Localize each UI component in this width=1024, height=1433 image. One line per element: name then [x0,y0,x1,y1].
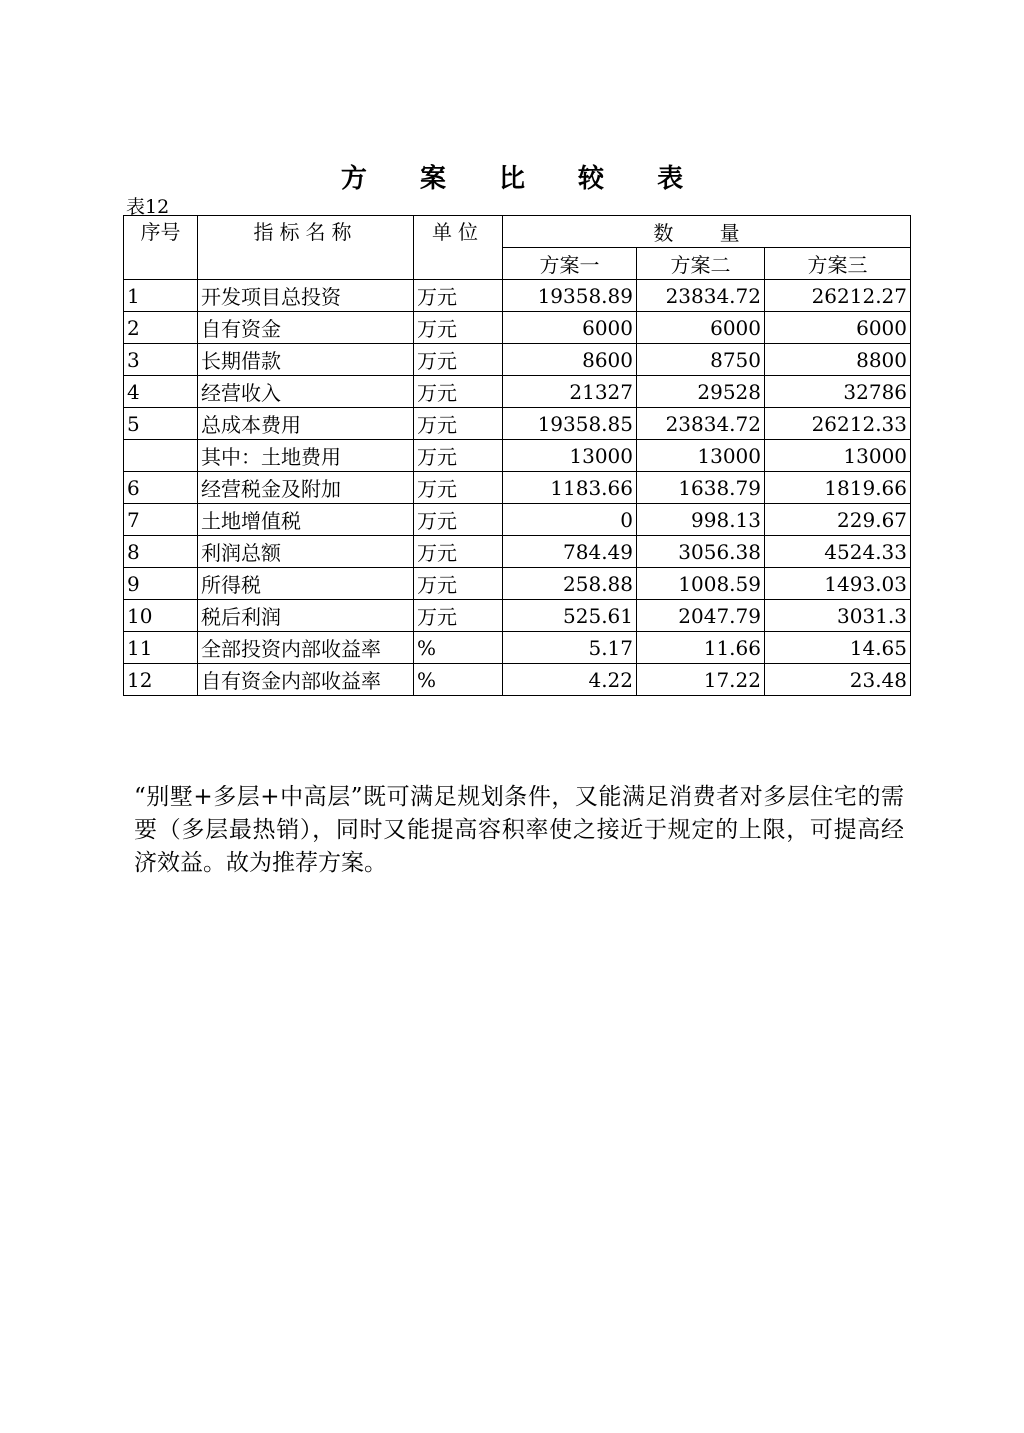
row-plan-1-value: 13000 [503,440,637,472]
header-indicator-name: 指标名称 [198,216,414,280]
row-seq: 8 [124,536,198,568]
row-unit: 万元 [414,312,503,344]
row-unit: 万元 [414,280,503,312]
row-unit: 万元 [414,344,503,376]
row-plan-1-value: 1183.66 [503,472,637,504]
row-plan-2-value: 1008.59 [637,568,765,600]
row-unit: % [414,664,503,696]
row-indicator-name: 经营收入 [198,376,414,408]
row-unit: 万元 [414,472,503,504]
row-plan-3-value: 6000 [765,312,911,344]
row-plan-3-value: 32786 [765,376,911,408]
row-unit: 万元 [414,568,503,600]
page-title: 方 案 比 较 表 [340,164,706,194]
table-row [124,536,911,568]
row-seq: 1 [124,280,198,312]
row-plan-1-value: 0 [503,504,637,536]
recommendation-paragraph: “别墅+多层+中高层”既可满足规划条件，又能满足消费者对多层住宅的需要（多层最热销），同时又能提高容积率使之接近于规定的上限，可提高经济效益。故为推荐方案。 [134,784,904,876]
comparison-table [123,215,911,696]
row-plan-3-value: 8800 [765,344,911,376]
row-plan-2-value: 17.22 [637,664,765,696]
table-row [124,632,911,664]
row-indicator-name: 其中：土地费用 [198,440,414,472]
table-row [124,600,911,632]
row-seq: 5 [124,408,198,440]
row-seq: 3 [124,344,198,376]
row-indicator-name: 土地增值税 [198,504,414,536]
row-seq: 12 [124,664,198,696]
header-seq: 序号 [124,216,198,280]
table-row [124,664,911,696]
row-plan-2-value: 8750 [637,344,765,376]
row-unit: % [414,632,503,664]
row-indicator-name: 开发项目总投资 [198,280,414,312]
row-seq: 10 [124,600,198,632]
header-plan-3: 方案三 [765,248,911,280]
table-number-label: 表12 [126,196,170,218]
row-indicator-name: 自有资金内部收益率 [198,664,414,696]
row-plan-1-value: 19358.89 [503,280,637,312]
row-plan-2-value: 1638.79 [637,472,765,504]
row-indicator-name: 税后利润 [198,600,414,632]
row-plan-2-value: 2047.79 [637,600,765,632]
row-plan-3-value: 14.65 [765,632,911,664]
header-plan-2: 方案二 [637,248,765,280]
table-row [124,440,911,472]
row-plan-2-value: 23834.72 [637,280,765,312]
row-plan-3-value: 13000 [765,440,911,472]
header-unit: 单位 [414,216,503,280]
row-plan-2-value: 23834.72 [637,408,765,440]
row-seq: 2 [124,312,198,344]
row-plan-1-value: 19358.85 [503,408,637,440]
row-indicator-name: 长期借款 [198,344,414,376]
row-seq: 11 [124,632,198,664]
table-row [124,504,911,536]
row-seq [124,440,198,472]
row-indicator-name: 利润总额 [198,536,414,568]
row-unit: 万元 [414,440,503,472]
header-quantity: 数 量 [503,216,911,248]
row-indicator-name: 经营税金及附加 [198,472,414,504]
row-seq: 9 [124,568,198,600]
row-plan-3-value: 3031.3 [765,600,911,632]
row-plan-3-value: 229.67 [765,504,911,536]
row-plan-2-value: 13000 [637,440,765,472]
row-plan-1-value: 784.49 [503,536,637,568]
table-row [124,472,911,504]
row-indicator-name: 自有资金 [198,312,414,344]
row-plan-3-value: 23.48 [765,664,911,696]
row-unit: 万元 [414,600,503,632]
table-row [124,568,911,600]
row-indicator-name: 所得税 [198,568,414,600]
row-unit: 万元 [414,504,503,536]
table-row [124,344,911,376]
row-plan-2-value: 3056.38 [637,536,765,568]
row-plan-1-value: 21327 [503,376,637,408]
row-plan-1-value: 5.17 [503,632,637,664]
row-unit: 万元 [414,408,503,440]
row-plan-2-value: 6000 [637,312,765,344]
row-indicator-name: 总成本费用 [198,408,414,440]
header-plan-1: 方案一 [503,248,637,280]
row-plan-1-value: 4.22 [503,664,637,696]
table-row [124,376,911,408]
row-plan-1-value: 525.61 [503,600,637,632]
row-unit: 万元 [414,376,503,408]
row-seq: 7 [124,504,198,536]
row-plan-3-value: 26212.27 [765,280,911,312]
row-seq: 4 [124,376,198,408]
table-row [124,312,911,344]
row-plan-2-value: 29528 [637,376,765,408]
row-plan-2-value: 11.66 [637,632,765,664]
table-row [124,408,911,440]
row-seq: 6 [124,472,198,504]
table-row [124,280,911,312]
row-plan-2-value: 998.13 [637,504,765,536]
row-plan-3-value: 26212.33 [765,408,911,440]
row-plan-1-value: 8600 [503,344,637,376]
table-header-row [124,216,911,248]
row-plan-3-value: 4524.33 [765,536,911,568]
row-plan-1-value: 6000 [503,312,637,344]
row-plan-3-value: 1493.03 [765,568,911,600]
row-unit: 万元 [414,536,503,568]
row-plan-1-value: 258.88 [503,568,637,600]
row-indicator-name: 全部投资内部收益率 [198,632,414,664]
row-plan-3-value: 1819.66 [765,472,911,504]
